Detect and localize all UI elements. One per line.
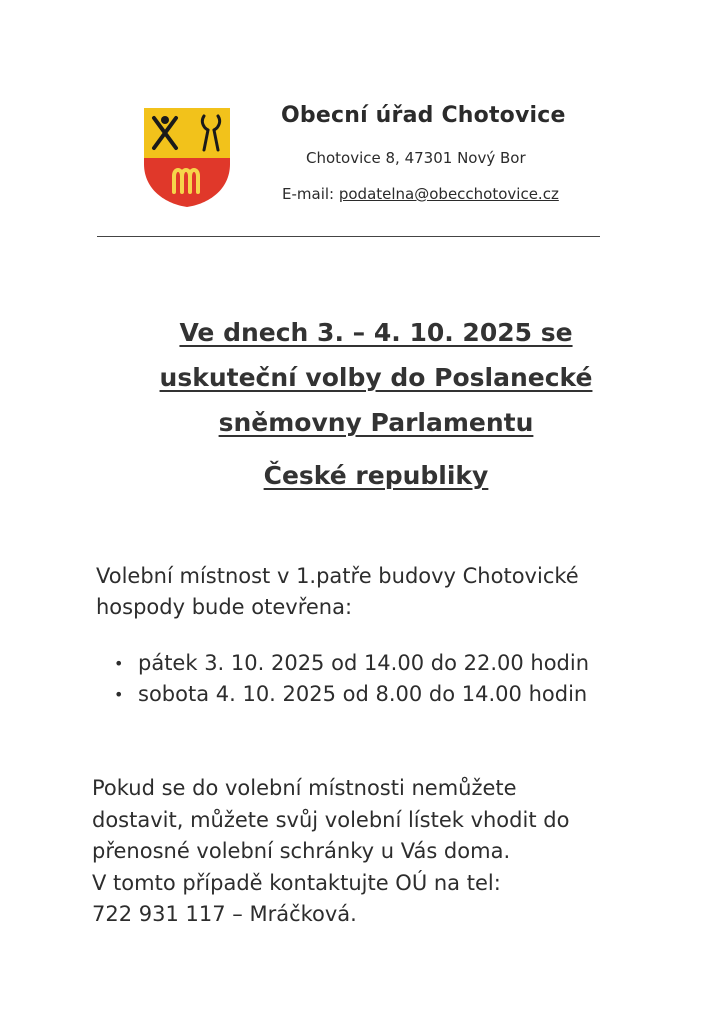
schedule-text: sobota 4. 10. 2025 od 8.00 do 14.00 hodin [138, 682, 588, 706]
headline-line: sněmovny Parlamentu [218, 408, 534, 437]
bullet-icon: • [114, 685, 124, 704]
list-item [110, 648, 589, 679]
coat-of-arms-icon [142, 106, 232, 208]
note-line: dostavit, můžete svůj volební lístek vhodit do [92, 807, 570, 832]
email-link[interactable]: podatelna@obecchotovice.cz [338, 185, 559, 203]
headline-line: Ve dnech 3. – 4. 10. 2025 se [179, 318, 573, 347]
opening-hours-list [110, 648, 589, 710]
mobile-ballot-box-note [92, 773, 672, 931]
intro-line: hospody bude otevřena: [96, 595, 353, 619]
note-line: Pokud se do volební místnosti nemůžete [92, 776, 517, 800]
organization-name: Obecní úřad Chotovice [281, 103, 566, 128]
header-divider [97, 236, 600, 237]
contact-phone: 722 931 117 – Mráčková. [92, 902, 357, 926]
note-line: V tomto případě kontaktujte OÚ na tel: [92, 870, 501, 895]
organization-email [282, 185, 559, 203]
schedule-text: pátek 3. 10. 2025 od 14.00 do 22.00 hodin [138, 651, 590, 675]
email-label: E-mail: [282, 185, 339, 203]
list-item [110, 679, 589, 710]
headline-line: uskuteční volby do Poslanecké [159, 363, 593, 392]
headline-line: České republiky [263, 461, 489, 490]
bullet-icon: • [114, 654, 124, 673]
announcement-headline [100, 310, 652, 498]
intro-line: Volební místnost v 1.patře budovy Chotovické [96, 564, 579, 588]
organization-address: Chotovice 8, 47301 Nový Bor [306, 149, 526, 167]
note-line: přenosné volební schránky u Vás doma. [92, 839, 511, 863]
polling-place-intro [96, 561, 656, 623]
